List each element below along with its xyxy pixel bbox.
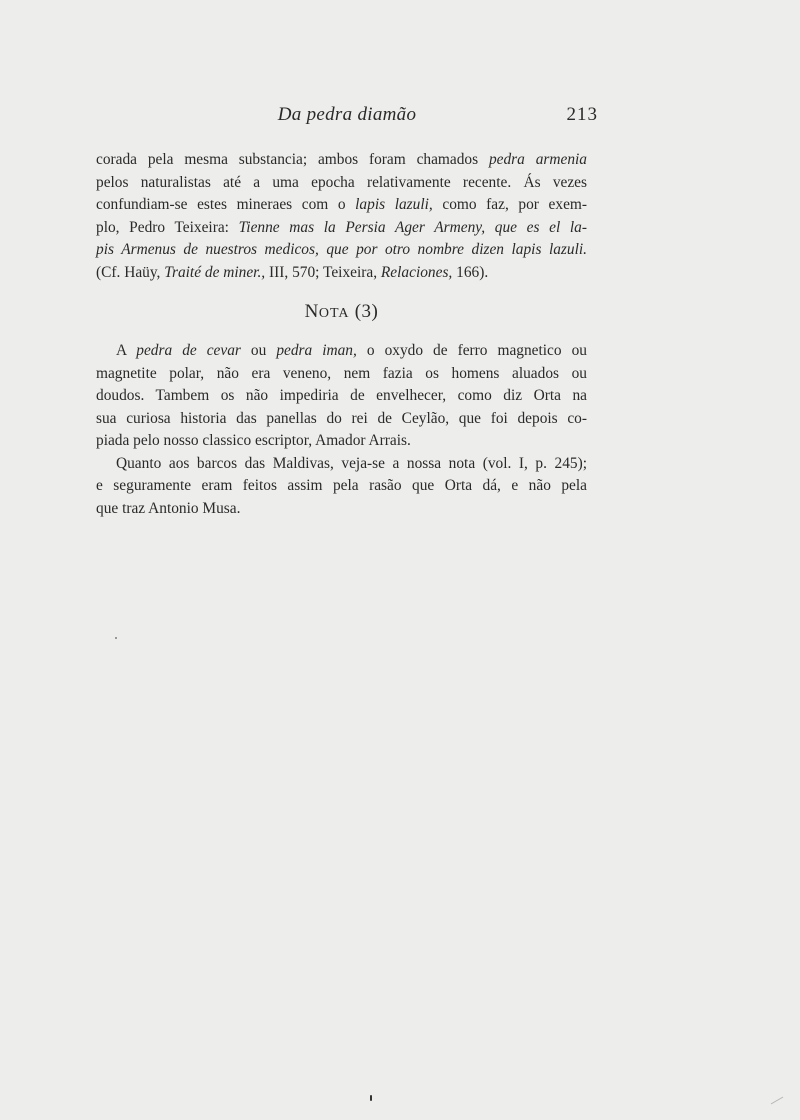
italic-text: pedra de cevar	[136, 342, 241, 359]
note-heading-label: NOTA (3)	[304, 301, 379, 322]
text-line	[96, 340, 587, 363]
text-line	[96, 385, 587, 408]
text-line	[96, 453, 587, 476]
text-run: III, 570; Teixeira,	[265, 263, 381, 281]
text-run: que traz Antonio Musa.	[96, 499, 241, 517]
text-run: (Cf. Haüy,	[96, 263, 165, 281]
text-run: e seguramente eram feitos assim pela rasão que Orta dá, e não pela	[96, 477, 587, 494]
text-run: ou	[240, 342, 277, 359]
text-run: plo, Pedro Teixeira:	[96, 218, 239, 236]
text-run: confundiam-se estes mineraes com o	[96, 196, 356, 213]
text-run: A	[116, 342, 137, 359]
text-run: magnetite polar, não era veneno, nem fazia os homens aluados ou	[96, 364, 587, 382]
text-line	[96, 498, 587, 521]
italic-text: lapis lazuli,	[355, 196, 433, 213]
italic-text: Tienne mas la Persia Ager Armeny, que es el la-	[238, 218, 587, 236]
text-line	[96, 149, 587, 172]
ink-speck	[115, 637, 117, 639]
text-line	[96, 194, 587, 217]
running-title: Da pedra diamão	[277, 104, 417, 125]
text-line	[96, 430, 587, 453]
italic-text: Traité de miner.,	[164, 263, 266, 281]
text-run: sua curiosa historia das panellas do rei de Ceylão, que foi depois co-	[96, 409, 587, 427]
text-line	[96, 408, 587, 431]
note-heading	[96, 301, 587, 323]
note-body	[96, 340, 587, 520]
text-line	[96, 262, 587, 285]
text-run: doudos. Tambem os não impediria de envelhecer, como diz Orta na	[96, 387, 587, 404]
text-run: Quanto aos barcos das Maldivas, veja-se a nossa nota (vol. I, p. 245);	[116, 454, 587, 472]
text-line	[96, 172, 587, 195]
ink-speck	[771, 1097, 784, 1105]
text-run: pelos naturalistas até a uma epocha relativamente recente. Ás vezes	[96, 173, 587, 191]
text-line	[96, 475, 587, 498]
text-line	[96, 239, 587, 262]
text-run: como faz, por exem-	[432, 196, 587, 213]
text-run: piada pelo nosso classico escriptor, Amador Arrais.	[96, 432, 411, 449]
note-paragraph-1	[96, 340, 587, 453]
text-run: 166).	[452, 263, 489, 281]
text-line	[96, 217, 587, 240]
page-number: 213	[566, 104, 598, 125]
italic-text: pedra iman,	[276, 342, 357, 359]
text-run: corada pela mesma substancia; ambos foram chamados	[96, 151, 489, 168]
italic-text: pis Armenus de nuestros medicos, que por otro nombre dizen lapis lazuli.	[96, 241, 587, 258]
text-run: o oxydo de ferro magnetico ou	[356, 342, 587, 359]
top-paragraph	[96, 149, 587, 284]
text-line	[96, 363, 587, 386]
italic-text: Relaciones,	[380, 263, 453, 281]
note-paragraph-2	[96, 453, 587, 521]
running-head	[96, 104, 598, 132]
ink-speck	[370, 1095, 372, 1101]
italic-text: pedra armenia	[488, 151, 587, 168]
